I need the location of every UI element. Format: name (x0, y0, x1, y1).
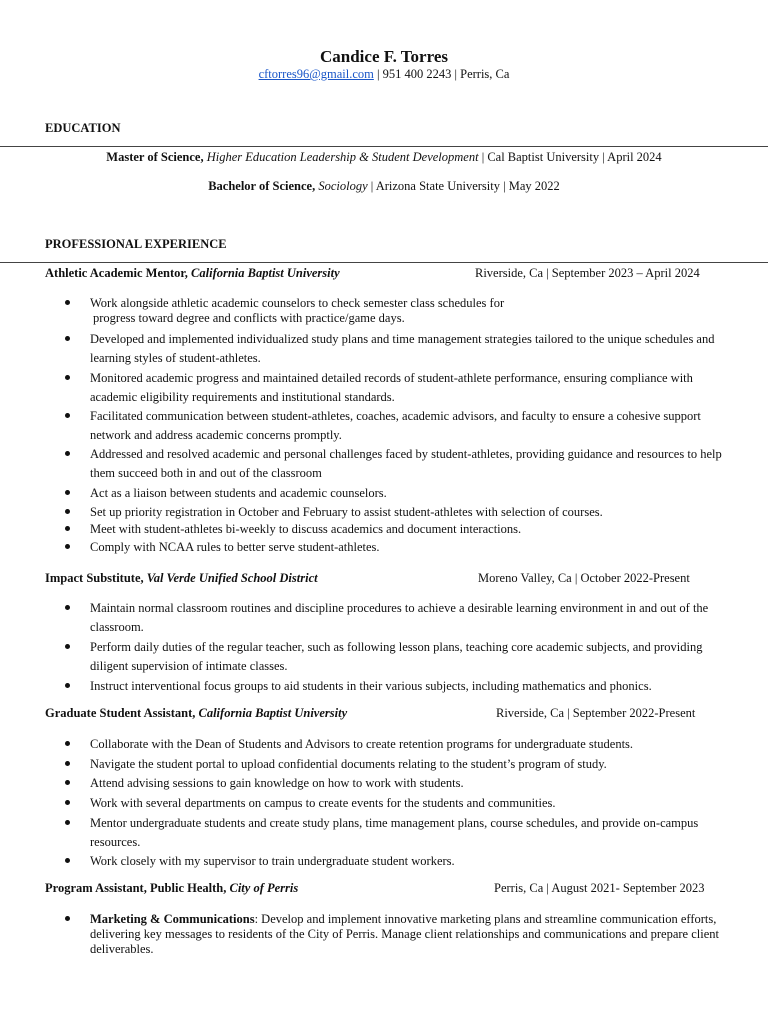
list-item: Marketing & Communications: Develop and implement innovative marketing plans and streamline communication efforts, delivering key messages to residents of the City of Perris. Manage client relationships and communications and prepare client deliverables. (90, 912, 719, 956)
degree-masters: Master of Science, Higher Education Leadership & Student Development | Cal Baptist University | April 2024 (106, 150, 662, 164)
list-item: Collaborate with the Dean of Students and Advisors to create retention programs for undergraduate students. (90, 737, 634, 751)
job-meta: Riverside, Ca | September 2022-Present (496, 706, 696, 720)
list-item: Instruct interventional focus groups to aid students in their various subjects, including mathematics and phonics. (90, 679, 652, 693)
list-item: Meet with student-athletes bi-weekly to discuss academics and document interactions. (90, 522, 522, 536)
education-heading: EDUCATION (45, 121, 121, 135)
job-meta: Perris, Ca | August 2021- September 2023 (494, 881, 705, 895)
bullet-icon (65, 509, 70, 514)
section-divider (0, 262, 768, 263)
bullet-icon (65, 300, 70, 305)
list-item: Set up priority registration in October and February to assist student-athletes with selection of courses. (90, 505, 603, 519)
list-item: Attend advising sessions to gain knowledge on how to work with students. (90, 776, 464, 790)
list-item: Monitored academic progress and maintained detailed records of student-athlete performance, ensuring compliance with academic eligibility requirements and institutional standards. (90, 371, 693, 404)
list-item: Work with several departments on campus to create events for the students and communities. (90, 796, 556, 810)
list-item: Perform daily duties of the regular teacher, such as following lesson plans, teaching core academic subjects, and providing diligent supervision of intimate classes. (90, 640, 703, 673)
bullet-icon (65, 858, 70, 863)
bullet-icon (65, 644, 70, 649)
bullet-icon (65, 451, 70, 456)
job-meta: Riverside, Ca | September 2023 – April 2024 (475, 266, 700, 280)
list-item: Act as a liaison between students and academic counselors. (90, 486, 387, 500)
section-divider (0, 146, 768, 147)
bullet-icon (65, 526, 70, 531)
email-link[interactable]: cftorres96@gmail.com (258, 67, 374, 81)
bullet-icon (65, 336, 70, 341)
list-item: Facilitated communication between student-athletes, coaches, academic advisors, and faculty to ensure a cohesive support network and address academic concerns promptly. (90, 409, 701, 442)
job-title-graduate-assistant: Graduate Student Assistant, California Baptist University (45, 706, 348, 720)
job-title-athletic-mentor: Athletic Academic Mentor, California Baptist University (45, 266, 340, 280)
experience-heading: PROFESSIONAL EXPERIENCE (45, 237, 227, 251)
contact-line (0, 67, 768, 82)
list-item: Mentor undergraduate students and create study plans, time management plans, course schedules, and provide on-campus resources. (90, 816, 699, 849)
bullet-icon (65, 375, 70, 380)
job-meta: Moreno Valley, Ca | October 2022-Present (478, 571, 690, 585)
bullet-icon (65, 490, 70, 495)
list-item: Work alongside athletic academic counselors to check semester class schedules for progress toward degree and conflicts with practice/game days. (90, 296, 505, 325)
list-item: Comply with NCAA rules to better serve student-athletes. (90, 540, 380, 554)
list-item: Work closely with my supervisor to train undergraduate student workers. (90, 854, 455, 868)
list-item: Addressed and resolved academic and personal challenges faced by student-athletes, providing guidance and resources to help them succeed both in and out of the classroom (90, 447, 722, 480)
contact-details: | 951 400 2243 | Perris, Ca (373, 67, 510, 81)
list-item: Developed and implemented individualized study plans and time management strategies tailored to the unique schedules and learning styles of student-athletes. (90, 332, 715, 365)
bullet-icon (65, 605, 70, 610)
bullet-icon (65, 780, 70, 785)
job-title-impact-substitute: Impact Substitute, Val Verde Unified School District (45, 571, 318, 585)
job-title-program-assistant: Program Assistant, Public Health, City of Perris (45, 881, 299, 895)
bullet-icon (65, 916, 70, 921)
bullet-icon (65, 741, 70, 746)
resume-name: Candice F. Torres (320, 47, 448, 66)
bullet-icon (65, 544, 70, 549)
bullet-icon (65, 761, 70, 766)
degree-bachelors: Bachelor of Science, Sociology | Arizona State University | May 2022 (208, 179, 560, 193)
list-item: Maintain normal classroom routines and discipline procedures to achieve a desirable learning environment in and out of the classroom. (90, 601, 709, 634)
bullet-icon (65, 683, 70, 688)
list-item: Navigate the student portal to upload confidential documents relating to the student’s program of study. (90, 757, 607, 771)
bullet-icon (65, 820, 70, 825)
bullet-icon (65, 800, 70, 805)
bullet-icon (65, 413, 70, 418)
